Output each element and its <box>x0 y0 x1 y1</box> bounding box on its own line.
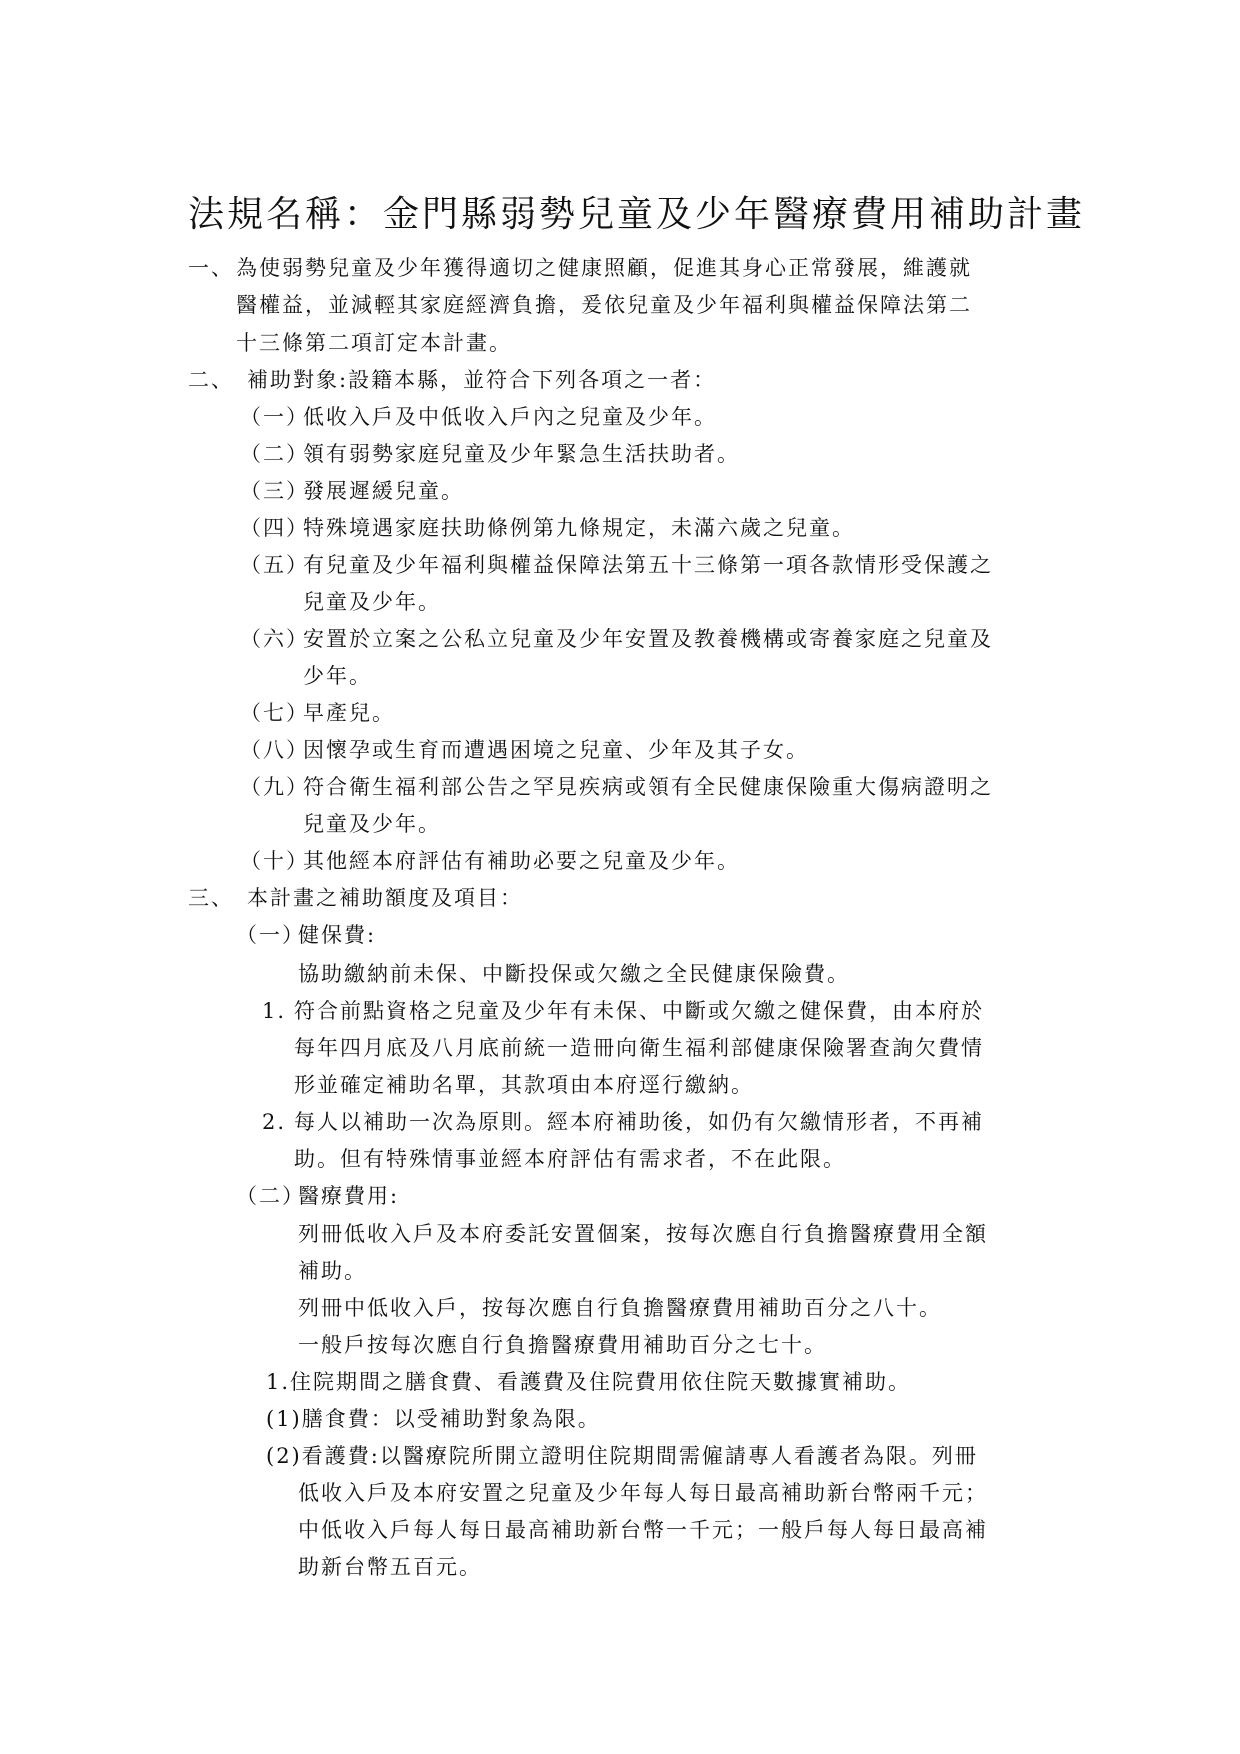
sub-point-text-continued: 助新台幣五百元。 <box>298 1555 482 1579</box>
point-text: 符合前點資格之兒童及少年有未保、中斷或欠繳之健保費，由本府於 <box>294 999 984 1023</box>
section-3-label: 三、 <box>188 886 234 910</box>
subsection-2-label: （二） <box>236 1184 305 1208</box>
list-item-label: （五） <box>240 553 309 577</box>
point-text: 每人以補助一次為原則。經本府補助後，如仍有欠繳情形者，不再補 <box>294 1110 984 1134</box>
list-item-text: 早產兒。 <box>303 701 395 725</box>
sub-point-text-continued: 中低收入戶每人每日最高補助新台幣一千元；一般戶每人每日最高補 <box>298 1518 988 1542</box>
list-item-text-continued: 兒童及少年。 <box>303 590 441 614</box>
point-number: 2. <box>262 1110 287 1134</box>
section-3-heading: 本計畫之補助額度及項目： <box>247 886 523 910</box>
list-item-label: （四） <box>240 516 309 540</box>
subsection-1-intro: 協助繳納前未保、中斷投保或欠繳之全民健康保險費。 <box>298 962 850 986</box>
sub-point-text: (1)膳食費：以受補助對象為限。 <box>266 1407 601 1431</box>
list-item-text: 因懷孕或生育而遭遇困境之兒童、少年及其子女。 <box>303 738 809 762</box>
point-text-continued: 助。但有特殊情事並經本府評估有需求者，不在此限。 <box>294 1147 846 1171</box>
point-text: 1.住院期間之膳食費、看護費及住院費用依住院天數據實補助。 <box>266 1370 912 1394</box>
list-item-text: 低收入戶及中低收入戶內之兒童及少年。 <box>303 405 717 429</box>
section-2-label: 二、 <box>188 368 234 392</box>
list-item-text: 符合衛生福利部公告之罕見疾病或領有全民健康保險重大傷病證明之 <box>303 775 993 799</box>
section-1-line-1: 為使弱勢兒童及少年獲得適切之健康照顧，促進其身心正常發展，維護就 <box>236 256 972 280</box>
list-item-text: 其他經本府評估有補助必要之兒童及少年。 <box>303 849 740 873</box>
subsection-2-heading: 醫療費用: <box>298 1184 400 1208</box>
point-text-continued: 形並確定補助名單，其款項由本府逕行繳納。 <box>294 1073 754 1097</box>
list-item-label: （八） <box>240 738 309 762</box>
list-item-label: （七） <box>240 701 309 725</box>
list-item-label: （二） <box>240 442 309 466</box>
list-item-text: 特殊境遇家庭扶助條例第九條規定，未滿六歲之兒童。 <box>303 516 855 540</box>
list-item-label: （九） <box>240 775 309 799</box>
list-item-text: 有兒童及少年福利與權益保障法第五十三條第一項各款情形受保護之 <box>303 553 993 577</box>
sub-point-text: (2)看護費:以醫療院所開立證明住院期間需僱請專人看護者為限。列冊 <box>266 1444 978 1468</box>
section-1-line-3: 十三條第二項訂定本計畫。 <box>236 331 512 355</box>
list-item-label: （三） <box>240 479 309 503</box>
subsection-1-label: （一） <box>236 923 305 947</box>
point-number: 1. <box>262 999 287 1023</box>
point-text-continued: 每年四月底及八月底前統一造冊向衛生福利部健康保險署查詢欠費情 <box>294 1036 984 1060</box>
list-item-text: 安置於立案之公私立兒童及少年安置及教養機構或寄養家庭之兒童及 <box>303 627 993 651</box>
subsection-2-paragraph: 列冊中低收入戶，按每次應自行負擔醫療費用補助百分之八十。 <box>298 1296 942 1320</box>
list-item-label: （六） <box>240 627 309 651</box>
subsection-2-paragraph: 一般戶按每次應自行負擔醫療費用補助百分之七十。 <box>298 1333 827 1357</box>
list-item-text: 發展遲緩兒童。 <box>303 479 464 503</box>
list-item-label: （十） <box>240 849 309 873</box>
list-item-text-continued: 兒童及少年。 <box>303 812 441 836</box>
section-1-label: 一、 <box>188 256 234 280</box>
subsection-2-paragraph: 列冊低收入戶及本府委託安置個案，按每次應自行負擔醫療費用全額 <box>298 1222 988 1246</box>
list-item-text-continued: 少年。 <box>303 664 372 688</box>
section-2-heading: 補助對象:設籍本縣，並符合下列各項之一者： <box>247 368 717 392</box>
list-item-text: 領有弱勢家庭兒童及少年緊急生活扶助者。 <box>303 442 740 466</box>
list-item-label: （一） <box>240 405 309 429</box>
sub-point-text-continued: 低收入戶及本府安置之兒童及少年每人每日最高補助新台幣兩千元； <box>298 1481 988 1505</box>
document-title: 法規名稱：金門縣弱勢兒童及少年醫療費用補助計畫 <box>188 194 1086 235</box>
subsection-1-heading: 健保費: <box>298 923 377 947</box>
section-1-line-2: 醫權益，並減輕其家庭經濟負擔，爰依兒童及少年福利與權益保障法第二 <box>236 293 972 317</box>
subsection-2-paragraph-continued: 補助。 <box>298 1259 367 1283</box>
